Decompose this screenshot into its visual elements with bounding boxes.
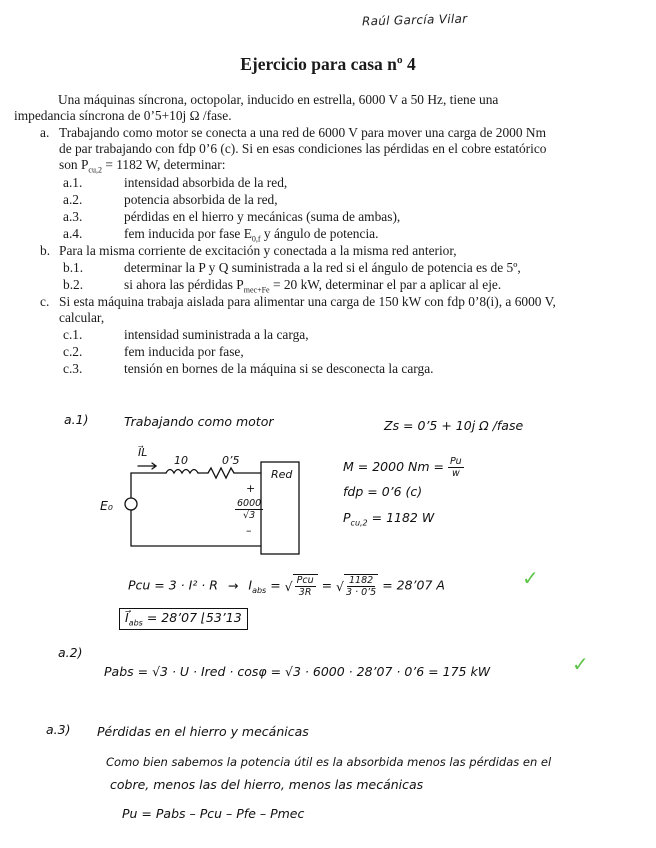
hw-zs: Zs = 0’5 + 10j Ω /fase	[384, 418, 524, 433]
item-label: a.1.	[63, 175, 83, 190]
hw-plus: +	[246, 482, 256, 495]
section-c-line-2: calcular,	[59, 310, 105, 325]
item-text: potencia absorbida de la red,	[124, 192, 278, 207]
hw-red-label: Red	[271, 468, 293, 481]
hw-a3-heading: Pérdidas en el hierro y mecánicas	[97, 724, 309, 739]
item-text: tensión en bornes de la máquina si se desconecta la carga.	[124, 361, 434, 376]
section-b-line-1: Para la misma corriente de excitación y conectada a la misma red anterior,	[59, 243, 457, 258]
hw-eo: E₀	[100, 498, 113, 513]
hw-torque: M = 2000 Nm = $\frac{Pu}{w}$	[343, 456, 462, 479]
item-text: fem inducida por fase,	[124, 344, 244, 359]
checkmark-icon: ✓	[572, 652, 589, 676]
section-a-line-3: son $P_{cu,2} = 1182$ W, determinar:	[59, 157, 226, 175]
hw-voltage: $\frac{6000}{√3}$	[237, 498, 262, 521]
hw-minus: –	[246, 524, 252, 537]
section-c-letter: c.	[40, 294, 50, 309]
author-signature: Raúl García Vilar	[361, 11, 468, 29]
hw-eq-current: Pcu = $3 \cdot I^2 \cdot R \to I_{abs}$ = √ $\frac{\text{Pcu}}{3R}$ = √ $\frac{1182}{3 \cdot 0’5}$ = 28’07 A	[128, 575, 445, 598]
section-c-line-1: Si esta máquina trabaja aislada para alimentar una carga de 150 kW con fdp 0’8(i), a 6000 V,	[59, 294, 556, 309]
item-text: pérdidas en el hierro y mecánicas (suma de ambas),	[124, 209, 401, 224]
item-text: si ahora las pérdidas $P_{mec+Fe} = 20$ kW, determinar el par a aplicar al eje.	[124, 277, 502, 295]
hw-a3-text-2: cobre, menos las del hierro, menos las mecánicas	[110, 777, 424, 792]
section-a-line-2: de par trabajando con fdp 0’6 (c). Si en esas condiciones las pérdidas en el cobre estatórico	[59, 141, 547, 156]
hw-r10: 10	[174, 454, 188, 467]
hw-il: I⃗L	[138, 446, 148, 459]
item-text: determinar la P y Q suministrada a la red si el ángulo de potencia es de 5º,	[124, 260, 521, 275]
section-a-line-1: Trabajando como motor se conecta a una red de 6000 V para mover una carga de 2000 Nm	[59, 125, 546, 140]
section-a-letter: a.	[40, 125, 50, 140]
hw-eq-power: Pabs = √3 · U · Ired · cosφ = √3 · 6000 · 28’07 · 0’6 = 175 kW	[104, 664, 491, 679]
intro-line-1: Una máquinas síncrona, octopolar, inducido en estrella, 6000 V a 50 Hz, tiene una	[58, 92, 499, 107]
item-text: intensidad suministrada a la carga,	[124, 327, 309, 342]
hw-r05: 0’5	[222, 454, 240, 467]
checkmark-icon: ✓	[522, 566, 539, 590]
item-label: b.2.	[63, 277, 84, 292]
item-label: a.4.	[63, 226, 83, 241]
section-b-letter: b.	[40, 243, 51, 258]
hw-a3-text-1: Como bien sabemos la potencia útil es la absorbida menos las pérdidas en el	[106, 755, 552, 769]
item-label: a.2.	[63, 192, 83, 207]
hw-pcu: $P_{cu,2} = 1182$ W	[343, 510, 435, 528]
hw-boxed-result: $I⃗_{abs}$ = 28’07 ⌊53’13	[119, 608, 248, 630]
circuit-diagram	[96, 440, 316, 560]
item-label: c.1.	[63, 327, 83, 342]
item-label: c.2.	[63, 344, 83, 359]
hw-fdp: fdp = 0’6 (c)	[343, 484, 423, 499]
hw-a3-equation: Pu = Pabs – Pcu – Pfe – Pmec	[122, 806, 305, 821]
intro-line-2: impedancia síncrona de 0’5+10j Ω /fase.	[14, 108, 232, 123]
item-label: c.3.	[63, 361, 83, 376]
item-text: intensidad absorbida de la red,	[124, 175, 288, 190]
hw-a2-label: a.2)	[58, 645, 83, 660]
item-label: a.3.	[63, 209, 83, 224]
hw-a1-label: a.1)	[64, 412, 89, 427]
item-label: b.1.	[63, 260, 84, 275]
hw-a3-label: a.3)	[46, 722, 71, 737]
page-title: Ejercicio para casa nº 4	[240, 54, 416, 74]
item-text: fem inducida por fase $E_{0,f}$ y ángulo de potencia.	[124, 226, 379, 244]
hw-a1-heading: Trabajando como motor	[124, 414, 274, 429]
